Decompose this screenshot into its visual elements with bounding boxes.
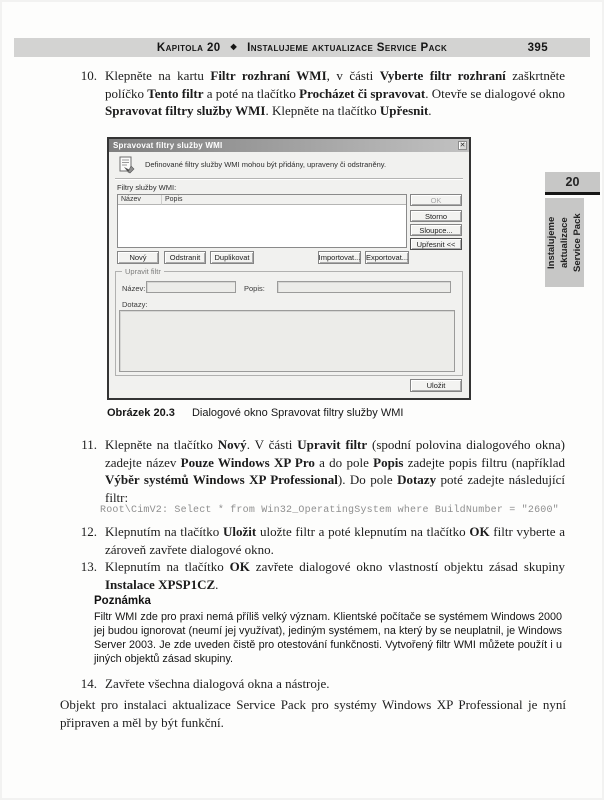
chapter-side-tab (545, 172, 600, 287)
figure-screenshot (107, 137, 471, 400)
columns-button[interactable]: Sloupce... (410, 224, 462, 236)
queries-field[interactable] (119, 310, 455, 372)
step-11 (70, 436, 565, 506)
step-number: 12. (80, 524, 97, 539)
new-button[interactable]: Nový (117, 251, 159, 264)
step-text: Klepnutím na tlačítko Uložit uložte filtr a poté klepnutím na tlačítko OK filtr vyberte a zároveň zavřete dialogové okno. (105, 524, 565, 557)
import-button[interactable]: Importovat... (318, 253, 361, 262)
side-tab-label: Instalujeme aktualizace Service Pack (545, 198, 584, 287)
step-12 (70, 523, 565, 558)
figure-caption-label: Obrázek 20.3 (107, 407, 175, 419)
dialog-info-text: Definované filtry služby WMI mohou být přidány, upraveny či odstraněny. (145, 160, 387, 169)
save-button[interactable]: Uložit (410, 379, 462, 392)
running-header (14, 38, 590, 57)
page-number: 395 (527, 41, 548, 54)
queries-label: Dotazy: (122, 300, 148, 309)
list-column-header[interactable]: Název (118, 195, 162, 205)
step-text: Zavřete všechna dialogová okna a nástroje. (105, 676, 330, 691)
name-label: Název: (122, 284, 146, 293)
diamond-icon: ◆ (230, 42, 238, 51)
description-label: Popis: (244, 284, 265, 293)
note-body: Filtr WMI zde pro praxi nemá příliš velký význam. Klientské počítače se systémem Windows 2000 jej budou ignorovat (neumí jej využívat), jediným systémem, na který by se neuplatnil, je Windows Server 2003. Je zde uveden čistě pro otestování funkčnosti. Vytvořený filtr WMI můžete použít i u jiných objektů zásad skupiny. (94, 611, 562, 665)
chapter-label: Kapitola 20 (156, 41, 221, 54)
close-icon[interactable]: ✕ (459, 142, 466, 149)
export-button[interactable]: Exportovat... (365, 253, 409, 262)
filters-list-label: Filtry služby WMI: (117, 183, 177, 192)
step-text: Klepněte na tlačítko Nový. V části Upravit filtr (spodní polovina dialogového okna) zadejte název Pouze Windows XP Pro a do pole Popis zadejte popis filtru (například Výběr systémů Windows XP Professional). Do pole Dotazy poté zadejte následující filtr: (105, 437, 565, 505)
cancel-button[interactable]: Storno (410, 210, 462, 222)
list-column-header[interactable]: Popis (162, 195, 406, 205)
note-block (94, 595, 562, 666)
wmi-dialog (109, 139, 469, 398)
step-number: 13. (80, 559, 97, 574)
step-number: 11. (81, 437, 97, 452)
step-text: Klepněte na kartu Filtr rozhraní WMI, v části Vyberte filtr rozhraní zaškrtněte políčko Tento filtr a poté na tlačítko Procházet či spravovat. Otevře se dialogové okno Spravovat filtry služby WMI. Klepněte na tlačítko Upřesnit. (105, 68, 565, 118)
advanced-button[interactable]: Upřesnit << (410, 238, 462, 250)
step-14 (70, 675, 565, 693)
step-number: 14. (80, 676, 97, 691)
step-13 (70, 558, 565, 593)
delete-button[interactable]: Odstranit (164, 251, 206, 264)
step-text: Klepnutím na tlačítko OK zavřete dialogové okno vlastností objektu zásad skupiny Instalace XPSP1CZ. (105, 559, 565, 592)
code-line: Root\CimV2: Select * from Win32_OperatingSystem where BuildNumber = "2600" (100, 505, 559, 516)
wmi-filter-icon (118, 156, 136, 175)
duplicate-button[interactable]: Duplikovat (210, 251, 254, 264)
figure-caption (107, 407, 403, 419)
closing-paragraph: Objekt pro instalaci aktualizace Service Pack pro systémy Windows XP Professional je nyní připraven a měl by být funkční. (60, 697, 566, 730)
note-title: Poznámka (94, 595, 151, 607)
description-field[interactable] (277, 281, 451, 293)
step-10 (70, 67, 565, 120)
edit-filter-group (115, 267, 463, 376)
dialog-title: Spravovat filtry služby WMI (109, 139, 469, 152)
separator (115, 178, 463, 179)
name-field[interactable] (146, 281, 236, 293)
list-header (118, 195, 406, 205)
ok-button[interactable]: OK (410, 194, 462, 206)
edit-filter-group-label: Upravit filtr (122, 267, 164, 276)
figure-caption-text: Dialogové okno Spravovat filtry služby WMI (191, 407, 404, 419)
chapter-title: Instalujeme aktualizace Service Pack (247, 41, 448, 54)
filters-list[interactable] (117, 194, 407, 248)
step-number: 10. (80, 68, 97, 83)
side-tab-number: 20 (545, 172, 600, 195)
